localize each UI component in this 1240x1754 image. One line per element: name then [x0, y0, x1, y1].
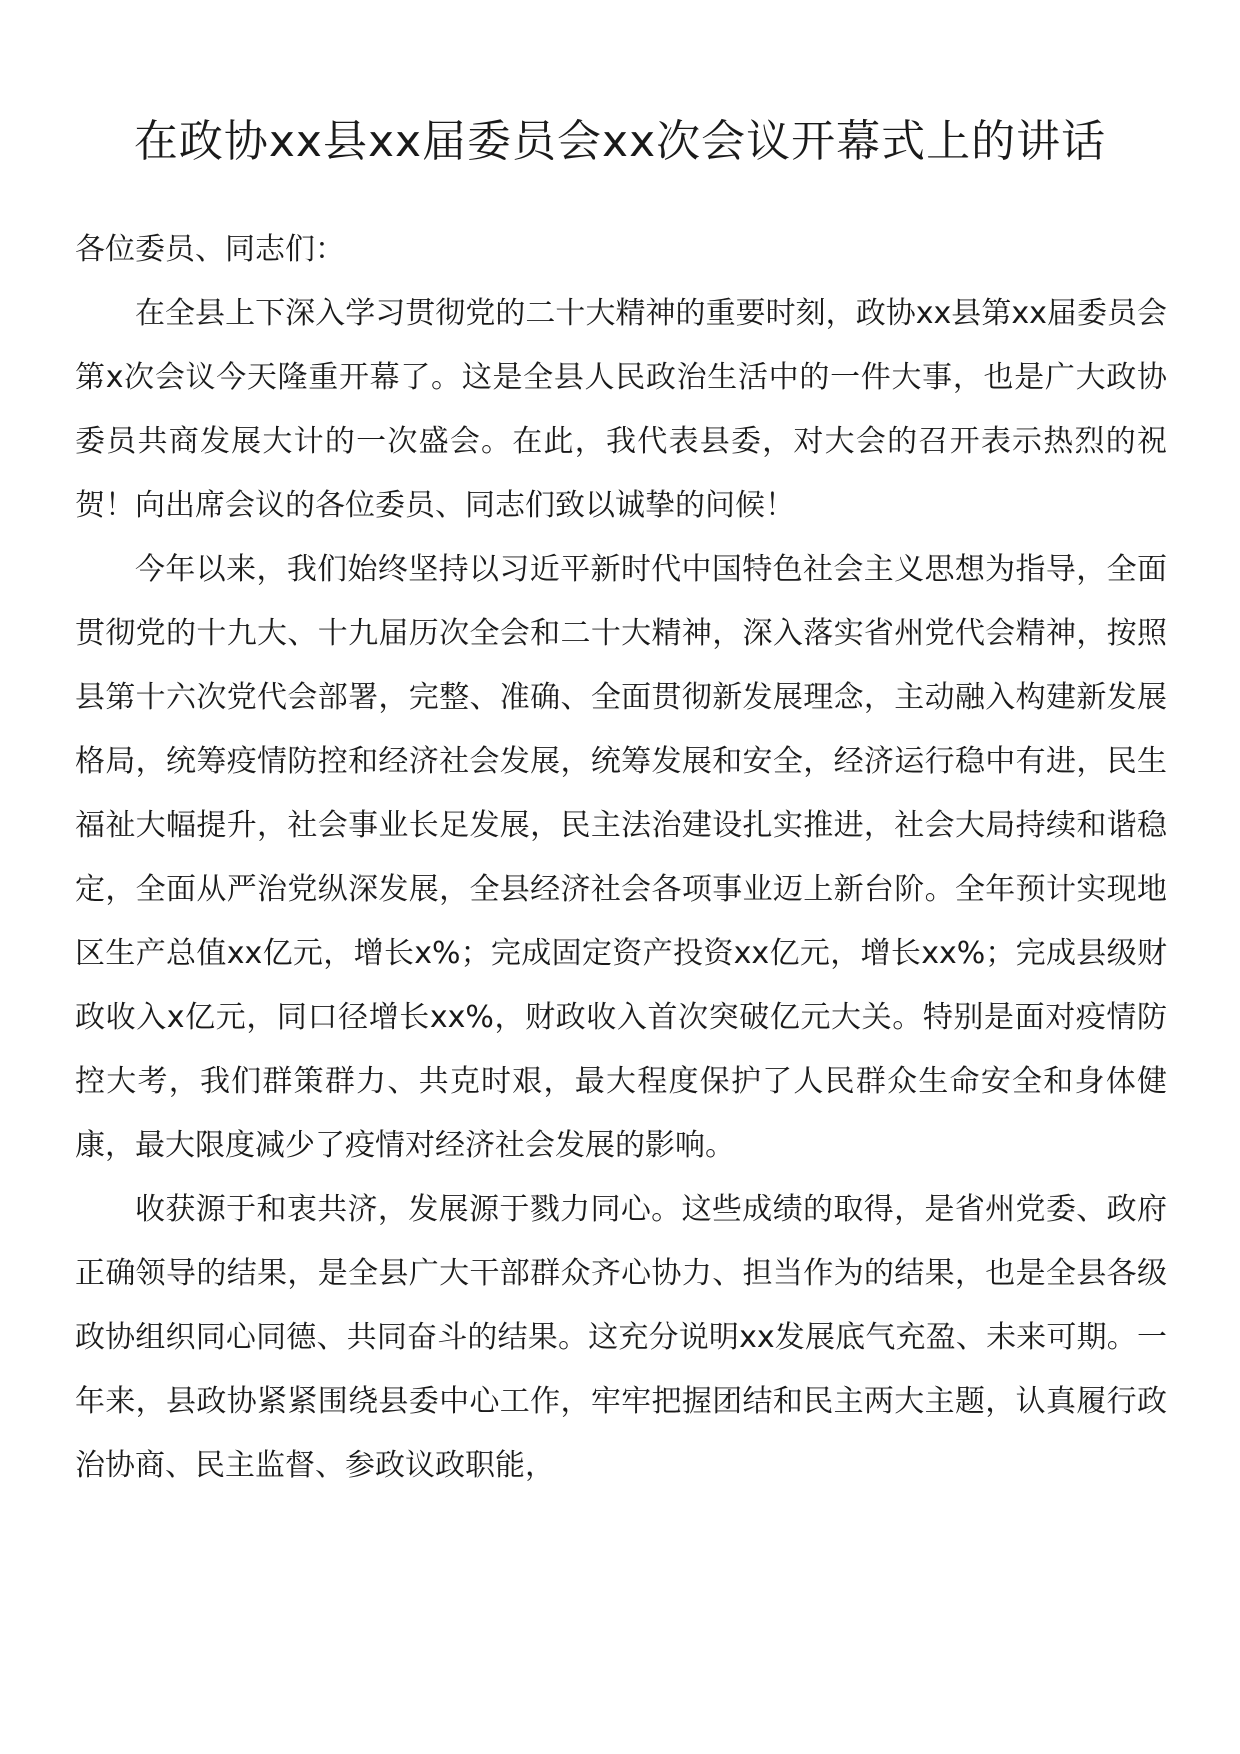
salutation: 各位委员、同志们： [75, 232, 345, 267]
document-body [75, 218, 1167, 1498]
body-paragraph-1: 在全县上下深入学习贯彻党的二十大精神的重要时刻，政协xx县第xx届委员会第x次会议今天隆重开幕了。这是全县人民政治生活中的一件大事，也是广大政协委员共商发展大计的一次盛会。在此，我代表县委，对大会的召开表示热烈的祝贺！向出席会议的各位委员、同志们致以诚挚的问候！ [75, 296, 1167, 523]
page-title: 在政协xx县xx届委员会xx次会议开幕式上的讲话 [133, 116, 1107, 167]
body-paragraph-3: 收获源于和衷共济，发展源于戮力同心。这些成绩的取得，是省州党委、政府正确领导的结果，是全县广大干部群众齐心协力、担当作为的结果，也是全县各级政协组织同心同德、共同奋斗的结果。这充分说明xx发展底气充盈、未来可期。一年来，县政协紧紧围绕县委中心工作，牢牢把握团结和民主两大主题，认真履行政治协商、民主监督、参政议政职能， [75, 1192, 1167, 1483]
body-paragraph-2: 今年以来，我们始终坚持以习近平新时代中国特色社会主义思想为指导，全面贯彻党的十九大、十九届历次全会和二十大精神，深入落实省州党代会精神，按照县第十六次党代会部署，完整、准确、全面贯彻新发展理念，主动融入构建新发展格局，统筹疫情防控和经济社会发展，统筹发展和安全，经济运行稳中有进，民生福祉大幅提升，社会事业长足发展，民主法治建设扎实推进，社会大局持续和谐稳定，全面从严治党纵深发展，全县经济社会各项事业迈上新台阶。全年预计实现地区生产总值xx亿元，增长x%；完成固定资产投资xx亿元，增长xx%；完成县级财政收入x亿元，同口径增长xx%，财政收入首次突破亿元大关。特别是面对疫情防控大考，我们群策群力、共克时艰，最大程度保护了人民群众生命安全和身体健康，最大限度减少了疫情对经济社会发展的影响。 [75, 552, 1167, 1163]
